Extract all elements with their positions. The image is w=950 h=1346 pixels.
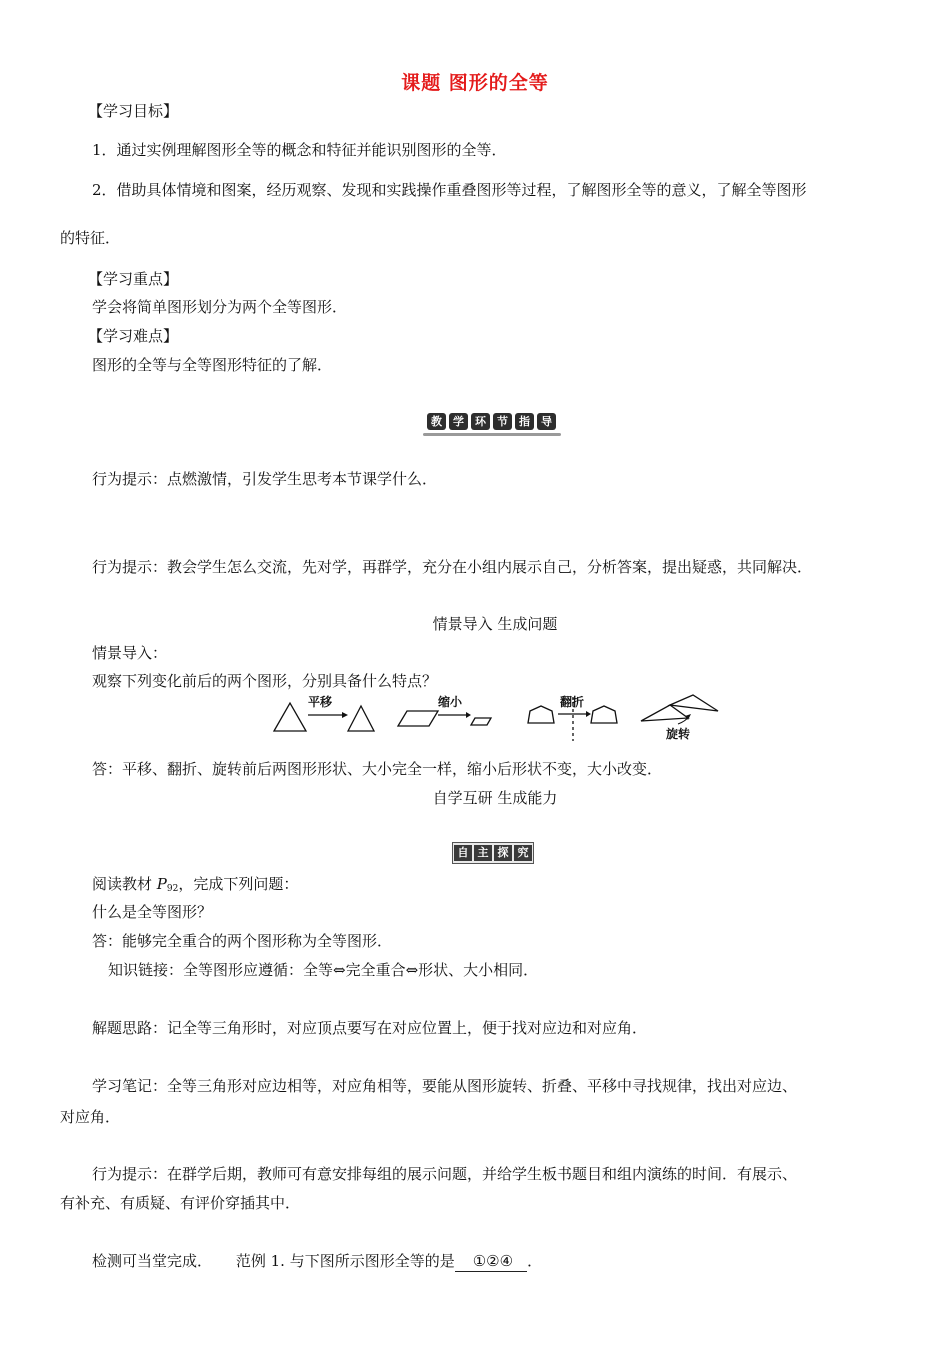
solution-idea: 解题思路：记全等三角形时，对应顶点要写在对应位置上，便于找对应边和对应角． — [92, 1019, 648, 1037]
self-study-banner — [452, 842, 534, 864]
page-title: 课题 图形的全等 — [401, 72, 549, 94]
check-text: 检测可当堂完成． — [92, 1252, 213, 1270]
objective-2-line1: 2．借助具体情境和图案，经历观察、发现和实践操作重叠图形等过程，了解图形全等的意义，了解全等图形 — [92, 181, 807, 199]
banner-char: 节 — [493, 413, 512, 430]
example-1 — [92, 1251, 542, 1272]
notes-line2: 对应角． — [60, 1108, 121, 1126]
label-rotate: 旋转 — [666, 727, 691, 741]
banner-char: 导 — [537, 413, 556, 430]
difficulty-heading: 【学习难点】 — [88, 327, 179, 345]
banner-char: 学 — [449, 413, 468, 430]
triangle-original — [274, 703, 306, 731]
triangle-translated — [348, 706, 374, 731]
scene-answer: 答：平移、翻折、旋转前后两图形形状、大小完全一样，缩小后形状不变，大小改变． — [92, 760, 663, 778]
notes-line1: 学习笔记：全等三角形对应边相等，对应角相等，要能从图形旋转、折叠、平移中寻找规律，找出对应边、 — [92, 1077, 798, 1095]
banner-base — [423, 433, 561, 436]
page-letter: P — [156, 875, 167, 893]
read-prefix: 阅读教材 — [92, 875, 157, 893]
banner-char: 主 — [474, 845, 492, 861]
banner-char: 自 — [454, 845, 472, 861]
part2-heading: 自学互研 生成能力 — [432, 789, 558, 807]
congruent-question: 什么是全等图形？ — [92, 903, 213, 921]
read-suffix: ，完成下列问题： — [178, 875, 299, 893]
transformation-figures — [268, 693, 728, 745]
key-heading: 【学习重点】 — [88, 270, 179, 288]
banner-char: 探 — [494, 845, 512, 861]
scene-intro-label: 情景导入： — [92, 644, 168, 662]
banner-char: 环 — [471, 413, 490, 430]
pentagon-original — [528, 706, 554, 723]
example-answer-blank: ①②④ — [455, 1251, 527, 1272]
difficulty-text: 图形的全等与全等图形特征的了解． — [92, 356, 333, 374]
knowledge-link: 知识链接：全等图形应遵循：全等⇔完全重合⇔形状、大小相同． — [108, 961, 539, 979]
part1-heading: 情景导入 生成问题 — [432, 615, 558, 633]
objective-1: 1．通过实例理解图形全等的概念和特征并能识别图形的全等． — [92, 141, 507, 159]
parallelogram-shrunk — [471, 718, 491, 725]
rotate-rotated — [670, 695, 718, 711]
hint-1: 行为提示：点燃激情，引发学生思考本节课学什么． — [92, 470, 438, 488]
objectives-heading: 【学习目标】 — [88, 102, 179, 120]
label-flip: 翻折 — [560, 695, 585, 709]
hint-3-line1: 行为提示：在群学后期，教师可有意安排每组的展示问题，并给学生板书题目和组内演练的时间．有展示、 — [92, 1165, 798, 1183]
teaching-guide-banner — [423, 409, 561, 437]
parallelogram-original — [398, 711, 438, 726]
example-suffix: ． — [527, 1252, 543, 1270]
label-translate: 平移 — [308, 695, 333, 709]
page-number: 92 — [166, 884, 179, 894]
hint-2: 行为提示：教会学生怎么交流，先对学，再群学，充分在小组内展示自己，分析答案，提出疑惑，共同解决． — [92, 558, 813, 576]
banner-char: 教 — [427, 413, 446, 430]
banner-char: 指 — [515, 413, 534, 430]
key-text: 学会将简单图形划分为两个全等图形． — [92, 298, 348, 316]
rotate-original — [641, 705, 688, 721]
transformation-diagram — [268, 693, 728, 745]
objective-2-line2: 的特征． — [60, 229, 121, 247]
label-shrink: 缩小 — [438, 695, 463, 709]
example-prefix: 范例 1. 与下图所示图形全等的是 — [235, 1252, 455, 1270]
scene-question: 观察下列变化前后的两个图形，分别具备什么特点？ — [92, 672, 438, 690]
pentagon-flipped — [591, 706, 617, 723]
banner-char: 究 — [514, 845, 532, 861]
read-textbook — [92, 874, 298, 899]
hint-3-line2: 有补充、有质疑、有评价穿插其中． — [60, 1194, 301, 1212]
congruent-answer: 答：能够完全重合的两个图形称为全等图形． — [92, 932, 393, 950]
